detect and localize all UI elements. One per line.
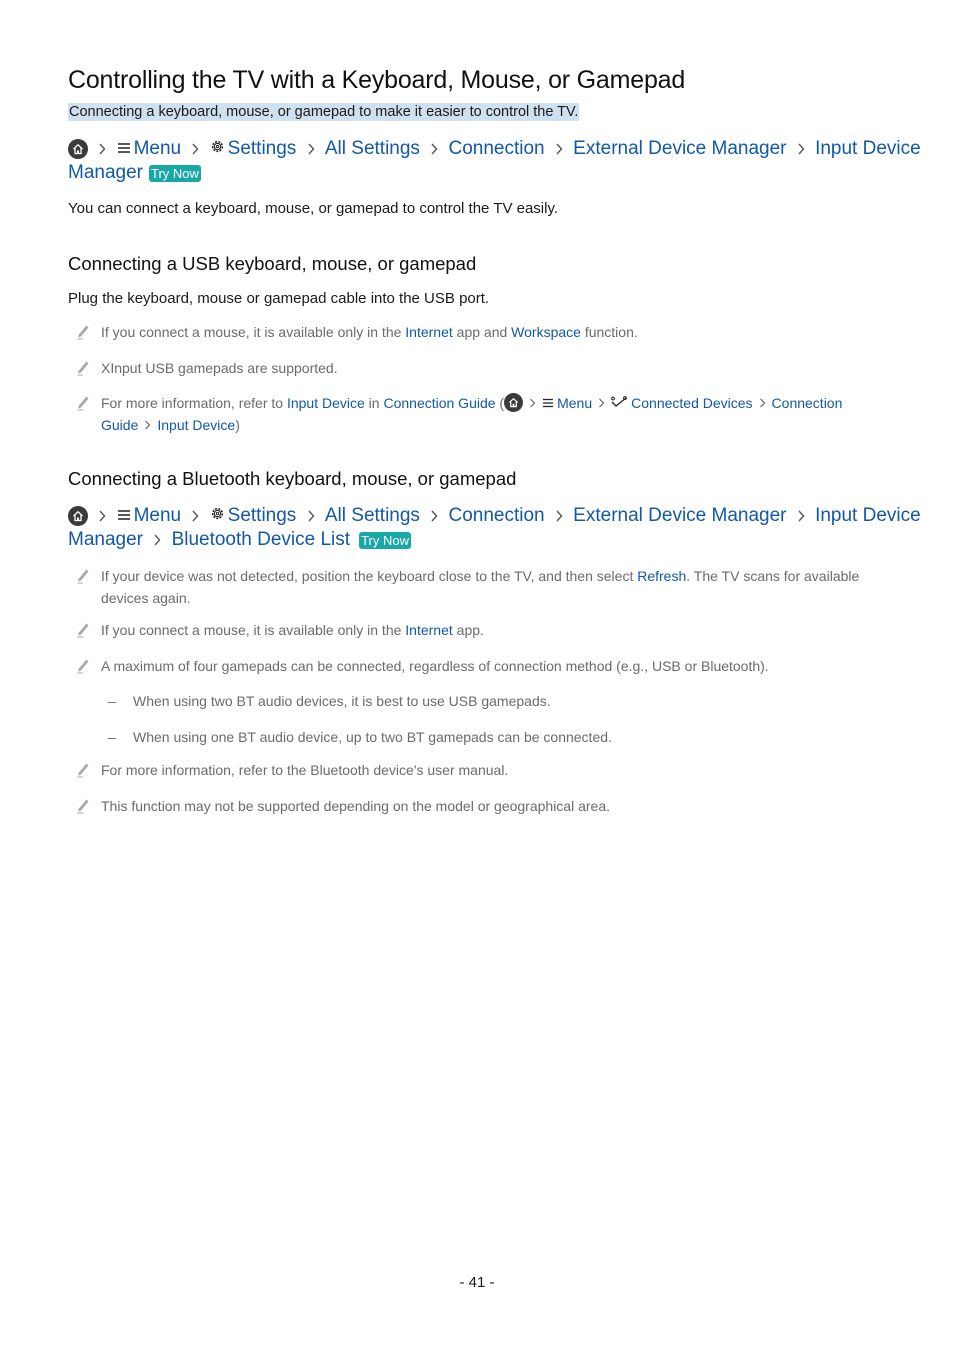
menu-icon	[117, 137, 131, 161]
breadcrumb-settings[interactable]: Settings	[227, 138, 297, 159]
connected-devices-link[interactable]: Connected Devices	[631, 395, 753, 411]
note-text: . The TV scans for available	[686, 568, 860, 584]
note-text: If you connect a mouse, it is available only in the	[101, 622, 406, 638]
note-text: devices again.	[101, 590, 191, 606]
note-text: )	[235, 417, 240, 433]
breadcrumb-connection[interactable]: Connection	[448, 505, 545, 526]
section-heading-usb: Connecting a USB keyboard, mouse, or gamepad	[68, 253, 477, 274]
intro-text: You can connect a keyboard, mouse, or gamepad to control the TV easily.	[68, 200, 559, 217]
internet-link[interactable]: Internet	[405, 622, 453, 638]
chevron-right-icon	[759, 392, 766, 414]
chevron-right-icon	[797, 143, 805, 155]
input-device-link[interactable]: Input Device	[286, 395, 365, 411]
breadcrumb-input-device[interactable]: Input Device	[815, 138, 921, 159]
chevron-right-icon	[98, 510, 106, 522]
chevron-right-icon	[598, 392, 605, 414]
connection-link[interactable]: Connection	[771, 395, 843, 411]
chevron-right-icon	[191, 143, 199, 155]
note-item	[76, 655, 876, 677]
note-text: in	[364, 395, 384, 411]
note-text: (	[495, 395, 505, 411]
pencil-icon	[76, 658, 90, 680]
breadcrumb-manager[interactable]: Manager	[68, 529, 143, 550]
refresh-link[interactable]: Refresh	[637, 568, 687, 584]
note-text: A maximum of four gamepads can be connected, regardless of connection method (e.g., USB or Bluetooth).	[101, 658, 769, 674]
note-text: function.	[580, 324, 638, 340]
breadcrumb-all-settings[interactable]: All Settings	[324, 138, 420, 159]
note-item	[76, 619, 876, 641]
breadcrumb-menu[interactable]: Menu	[133, 505, 182, 526]
chevron-right-icon	[555, 510, 563, 522]
breadcrumb	[68, 137, 921, 161]
pencil-icon	[76, 762, 90, 784]
page-number: - 41 -	[459, 1274, 495, 1291]
breadcrumb-bluetooth-device-list[interactable]: Bluetooth Device List	[171, 529, 351, 550]
note-item	[76, 357, 876, 379]
pencil-icon	[76, 395, 90, 417]
breadcrumb-all-settings[interactable]: All Settings	[324, 505, 420, 526]
breadcrumb-continued	[68, 528, 411, 552]
gear-icon	[210, 504, 225, 528]
breadcrumb-external-device-manager[interactable]: External Device Manager	[573, 138, 787, 159]
chevron-right-icon	[153, 534, 161, 546]
note-item	[76, 321, 876, 343]
pencil-icon	[76, 622, 90, 644]
note-text: For more information, refer to	[101, 395, 287, 411]
dash-bullet: –	[108, 729, 116, 745]
pencil-icon	[76, 324, 90, 346]
page-title: Controlling the TV with a Keyboard, Mouse, or Gamepad	[68, 66, 686, 94]
chevron-right-icon	[144, 414, 151, 436]
sub-bullet-item	[108, 729, 612, 745]
chevron-right-icon	[797, 510, 805, 522]
chevron-right-icon	[430, 510, 438, 522]
menu-link[interactable]: Menu	[557, 395, 593, 411]
gear-icon	[210, 137, 225, 161]
note-text: If your device was not detected, position the keyboard close to the TV, and then select	[101, 568, 638, 584]
pencil-icon	[76, 360, 90, 382]
note-text: For more information, refer to the Bluetooth device's user manual.	[101, 762, 509, 778]
chevron-right-icon	[98, 143, 106, 155]
chevron-right-icon	[555, 143, 563, 155]
note-text: app and	[452, 324, 512, 340]
note-item	[76, 759, 876, 781]
chevron-right-icon	[430, 143, 438, 155]
sub-bullet-text: When using one BT audio device, up to two BT gamepads can be connected.	[133, 729, 612, 745]
sub-bullet-text: When using two BT audio devices, it is best to use USB gamepads.	[133, 693, 551, 709]
connected-devices-icon	[611, 392, 627, 414]
note-item	[76, 392, 876, 436]
chevron-right-icon	[529, 392, 536, 414]
guide-link[interactable]: Guide	[101, 417, 139, 433]
note-item	[76, 565, 876, 609]
try-now-button[interactable]: Try Now	[361, 532, 409, 548]
dash-bullet: –	[108, 693, 116, 709]
breadcrumb-external-device-manager[interactable]: External Device Manager	[573, 505, 787, 526]
input-device-link[interactable]: Input Device	[157, 417, 236, 433]
note-text: XInput USB gamepads are supported.	[101, 360, 338, 376]
connection-guide-link[interactable]: Connection Guide	[383, 395, 496, 411]
chevron-right-icon	[307, 143, 315, 155]
chevron-right-icon	[307, 510, 315, 522]
note-text: This function may not be supported depending on the model or geographical area.	[101, 798, 611, 814]
home-icon	[68, 506, 88, 526]
menu-icon	[542, 392, 554, 414]
breadcrumb-manager[interactable]: Manager	[68, 162, 143, 183]
section-heading-bluetooth: Connecting a Bluetooth keyboard, mouse, or gamepad	[68, 468, 517, 489]
try-now-button[interactable]: Try Now	[151, 165, 199, 181]
chevron-right-icon	[191, 510, 199, 522]
internet-link[interactable]: Internet	[405, 324, 453, 340]
breadcrumb-continued	[68, 161, 201, 185]
note-text: app.	[452, 622, 484, 638]
home-icon	[68, 139, 88, 159]
pencil-icon	[76, 798, 90, 820]
breadcrumb	[68, 504, 921, 528]
breadcrumb-input-device[interactable]: Input Device	[815, 505, 921, 526]
breadcrumb-menu[interactable]: Menu	[133, 138, 182, 159]
sub-bullet-item	[108, 693, 551, 709]
menu-icon	[117, 504, 131, 528]
page-subtitle: Connecting a keyboard, mouse, or gamepad to make it easier to control the TV.	[69, 104, 579, 120]
home-icon	[504, 393, 523, 412]
note-item	[76, 795, 876, 817]
note-text: If you connect a mouse, it is available only in the	[101, 324, 406, 340]
breadcrumb-connection[interactable]: Connection	[448, 138, 545, 159]
pencil-icon	[76, 568, 90, 590]
workspace-link[interactable]: Workspace	[511, 324, 581, 340]
breadcrumb-settings[interactable]: Settings	[227, 505, 297, 526]
usb-body-text: Plug the keyboard, mouse or gamepad cable into the USB port.	[68, 290, 490, 307]
